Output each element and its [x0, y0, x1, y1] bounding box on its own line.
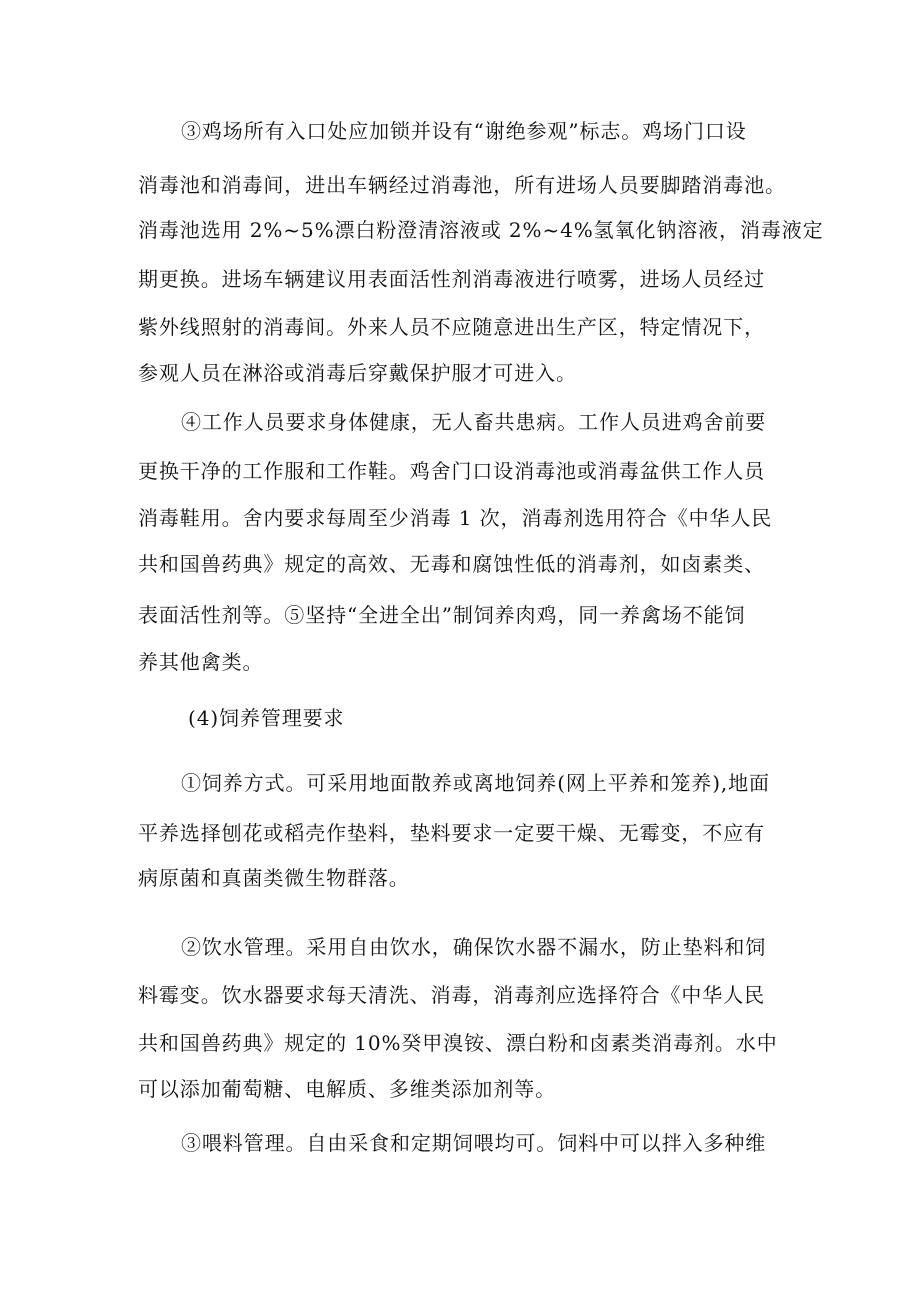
- paragraph-2-line-4: 共和国兽药典》规定的高效、无毒和腐蚀性低的消毒剂，如卤素类、: [138, 552, 765, 576]
- paragraph-5-line-1: ③喂料管理。自由采食和定期饲喂均可。饲料中可以拌入多种维: [181, 1131, 767, 1155]
- paragraph-1-line-6: 参观人员在淋浴或消毒后穿戴保护服才可进入。: [138, 361, 577, 385]
- paragraph-1-line-5: 紫外线照射的消毒间。外来人员不应随意进出生产区，特定情况下，: [138, 315, 765, 339]
- paragraph-3-line-1: ①饲养方式。可采用地面散养或离地饲养(网上平养和笼养),地面: [181, 771, 770, 795]
- section-heading: (4)饲养管理要求: [188, 706, 345, 730]
- paragraph-1-line-1: ③鸡场所有入口处应加锁并设有“谢绝参观”标志。鸡场门口设: [181, 119, 747, 143]
- paragraph-1-line-3: 消毒池选用 2%~5%漂白粉澄清溶液或 2%~4%氢氧化钠溶液，消毒液定: [138, 218, 824, 242]
- paragraph-1-line-2: 消毒池和消毒间，进出车辆经过消毒池，所有进场人员要脚踏消毒池。: [138, 173, 786, 197]
- paragraph-1-line-4: 期更换。进场车辆建议用表面活性剂消毒液进行喷雾，进场人员经过: [138, 267, 765, 291]
- paragraph-3-line-2: 平养选择刨花或稻壳作垫料，垫料要求一定要干燥、无霉变，不应有: [138, 821, 765, 845]
- paragraph-3-line-3: 病原菌和真菌类微生物群落。: [138, 866, 410, 890]
- paragraph-2-line-2: 更换干净的工作服和工作鞋。鸡舍门口设消毒池或消毒盆供工作人员: [138, 459, 765, 483]
- paragraph-4-line-2: 料霉变。饮水器要求每天清洗、消毒，消毒剂应选择符合《中华人民: [138, 983, 765, 1007]
- paragraph-4-line-1: ②饮水管理。采用自由饮水，确保饮水器不漏水，防止垫料和饲: [181, 935, 767, 959]
- paragraph-2-line-3: 消毒鞋用。舍内要求每周至少消毒 1 次，消毒剂选用符合《中华人民: [138, 506, 773, 530]
- paragraph-2-line-1: ④工作人员要求身体健康，无人畜共患病。工作人员进鸡舍前要: [181, 410, 767, 434]
- paragraph-4-line-4: 可以添加葡萄糖、电解质、多维类添加剂等。: [138, 1077, 556, 1101]
- paragraph-2-line-5: 表面活性剂等。⑤坚持“全进全出”制饲养肉鸡，同一养禽场不能饲: [138, 603, 746, 627]
- paragraph-2-line-6: 养其他禽类。: [138, 650, 264, 674]
- paragraph-4-line-3: 共和国兽药典》规定的 10%癸甲溴铵、漂白粉和卤素类消毒剂。水中: [138, 1031, 778, 1055]
